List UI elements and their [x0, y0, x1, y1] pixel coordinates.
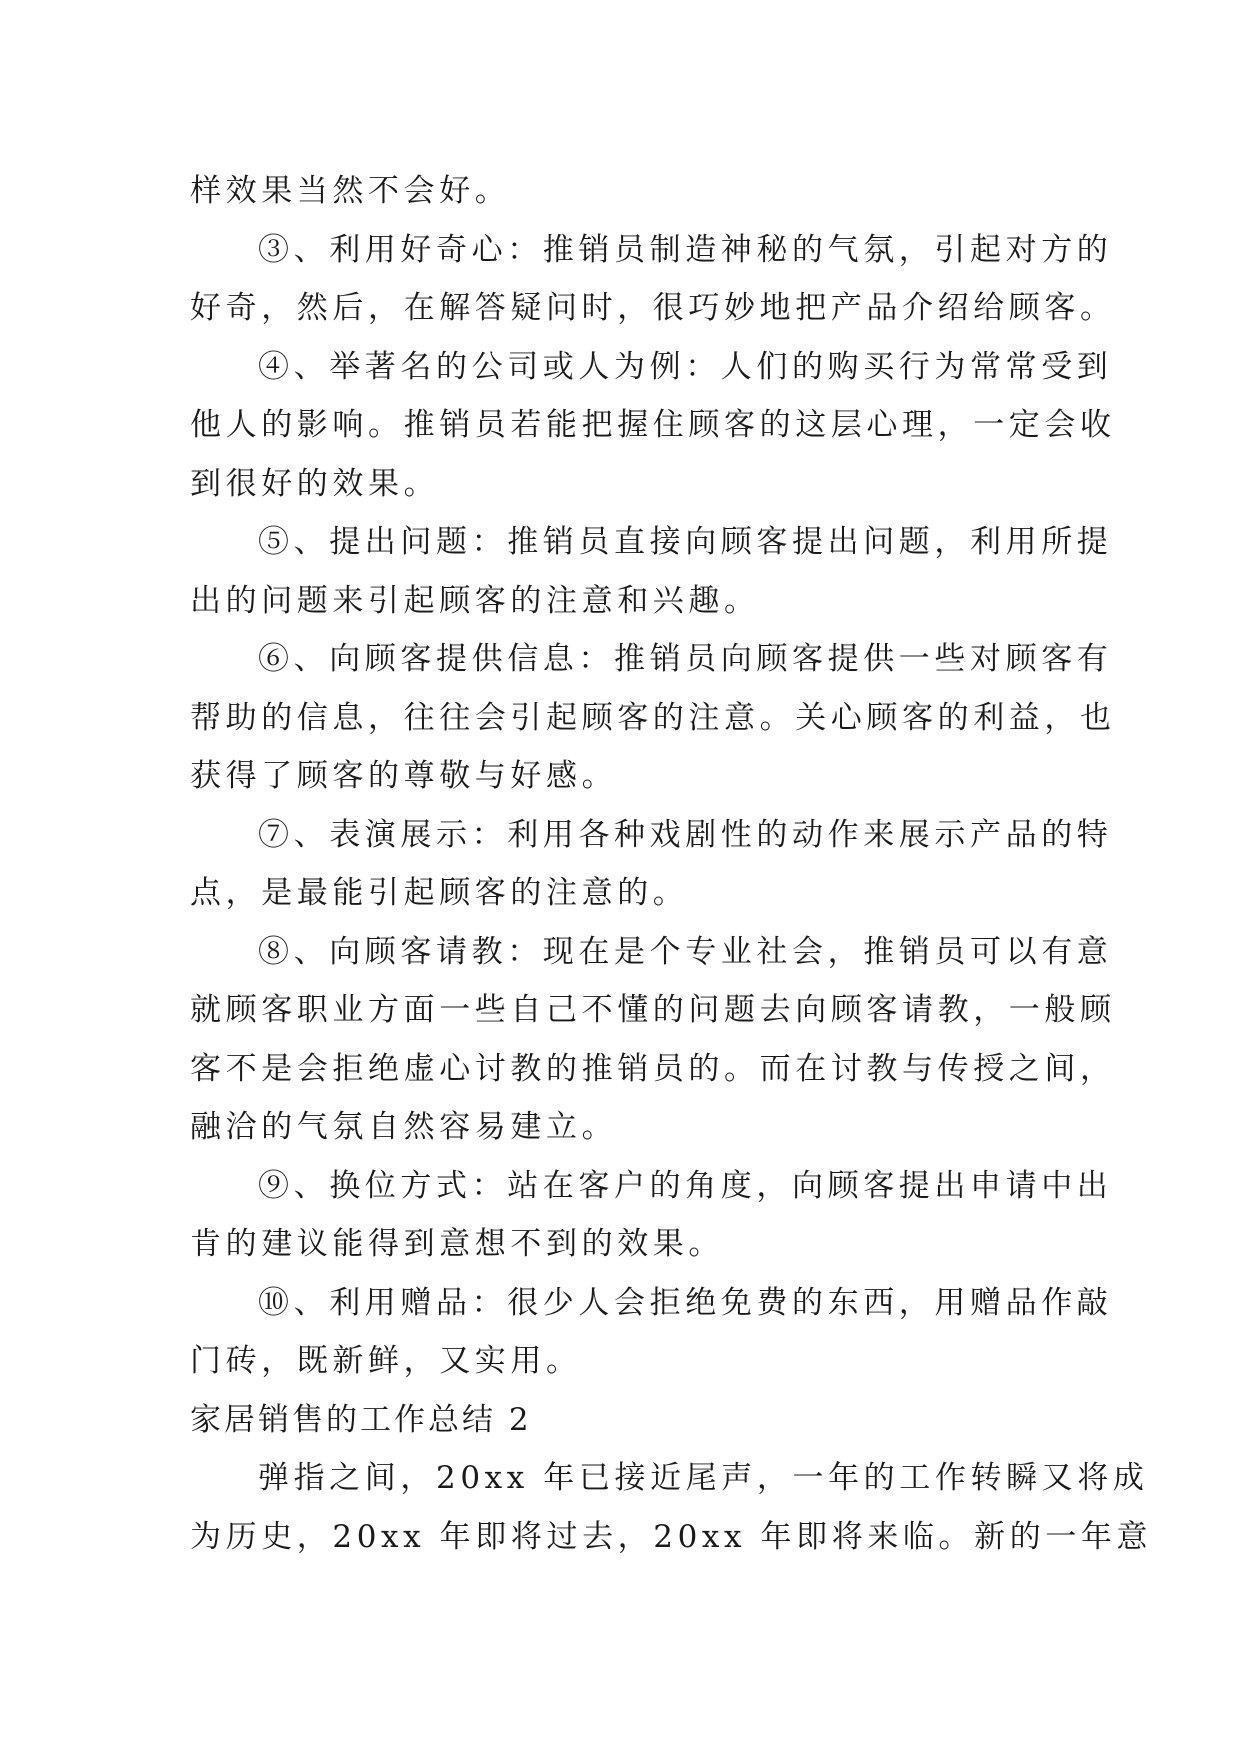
text-line: 获得了顾客的尊敬与好感。 — [190, 758, 618, 794]
text-line: 帮助的信息，往往会引起顾客的注意。关心顾客的利益，也 — [190, 699, 1116, 736]
text-line: 点，是最能引起顾客的注意的。 — [190, 875, 689, 911]
paragraph-start-line: ⑦、表演展示：利用各种戏剧性的动作来展示产品的特 — [258, 816, 1113, 853]
text-line: 就顾客职业方面一些自己不懂的问题去向顾客请教，一般顾 — [190, 992, 1116, 1028]
text-line: 好奇，然后，在解答疑问时，很巧妙地把产品介绍给顾客。 — [190, 290, 1116, 326]
paragraph-start-line: 弹指之间，20xx 年已接近尾声，一年的工作转瞬又将成 — [258, 1460, 1149, 1496]
document-body — [190, 162, 1153, 1566]
text-line: 样效果当然不会好。 — [190, 173, 511, 209]
paragraph-start-line: ⑤、提出问题：推销员直接向顾客提出问题，利用所提 — [258, 524, 1113, 560]
text-line: 为历史，20xx 年即将过去，20xx 年即将来临。新的一年意 — [190, 1518, 1153, 1555]
text-line: 融洽的气氛自然容易建立。 — [190, 1109, 618, 1145]
text-line: 到很好的效果。 — [190, 465, 440, 502]
text-line: 出的问题来引起顾客的注意和兴趣。 — [190, 582, 760, 619]
text-line: 门砖，既新鲜，又实用。 — [190, 1343, 582, 1379]
section-heading: 家居销售的工作总结 2 — [190, 1401, 532, 1438]
paragraph-start-line: ③、利用好奇心：推销员制造神秘的气氛，引起对方的 — [258, 231, 1113, 268]
paragraph-start-line: ⑧、向顾客请教：现在是个专业社会，推销员可以有意 — [258, 933, 1113, 970]
text-line: 他人的影响。推销员若能把握住顾客的这层心理，一定会收 — [190, 407, 1116, 443]
paragraph-start-line: ⑥、向顾客提供信息：推销员向顾客提供一些对顾客有 — [258, 641, 1113, 677]
paragraph-start-line: ⑩、利用赠品：很少人会拒绝免费的东西，用赠品作敲 — [258, 1284, 1113, 1321]
text-line: 肯的建议能得到意想不到的效果。 — [190, 1226, 724, 1262]
paragraph-start-line: ⑨、换位方式：站在客户的角度，向顾客提出申请中出 — [258, 1167, 1113, 1204]
paragraph-start-line: ④、举著名的公司或人为例：人们的购买行为常常受到 — [258, 348, 1113, 385]
text-line: 客不是会拒绝虚心讨教的推销员的。而在讨教与传授之间， — [190, 1050, 1116, 1087]
